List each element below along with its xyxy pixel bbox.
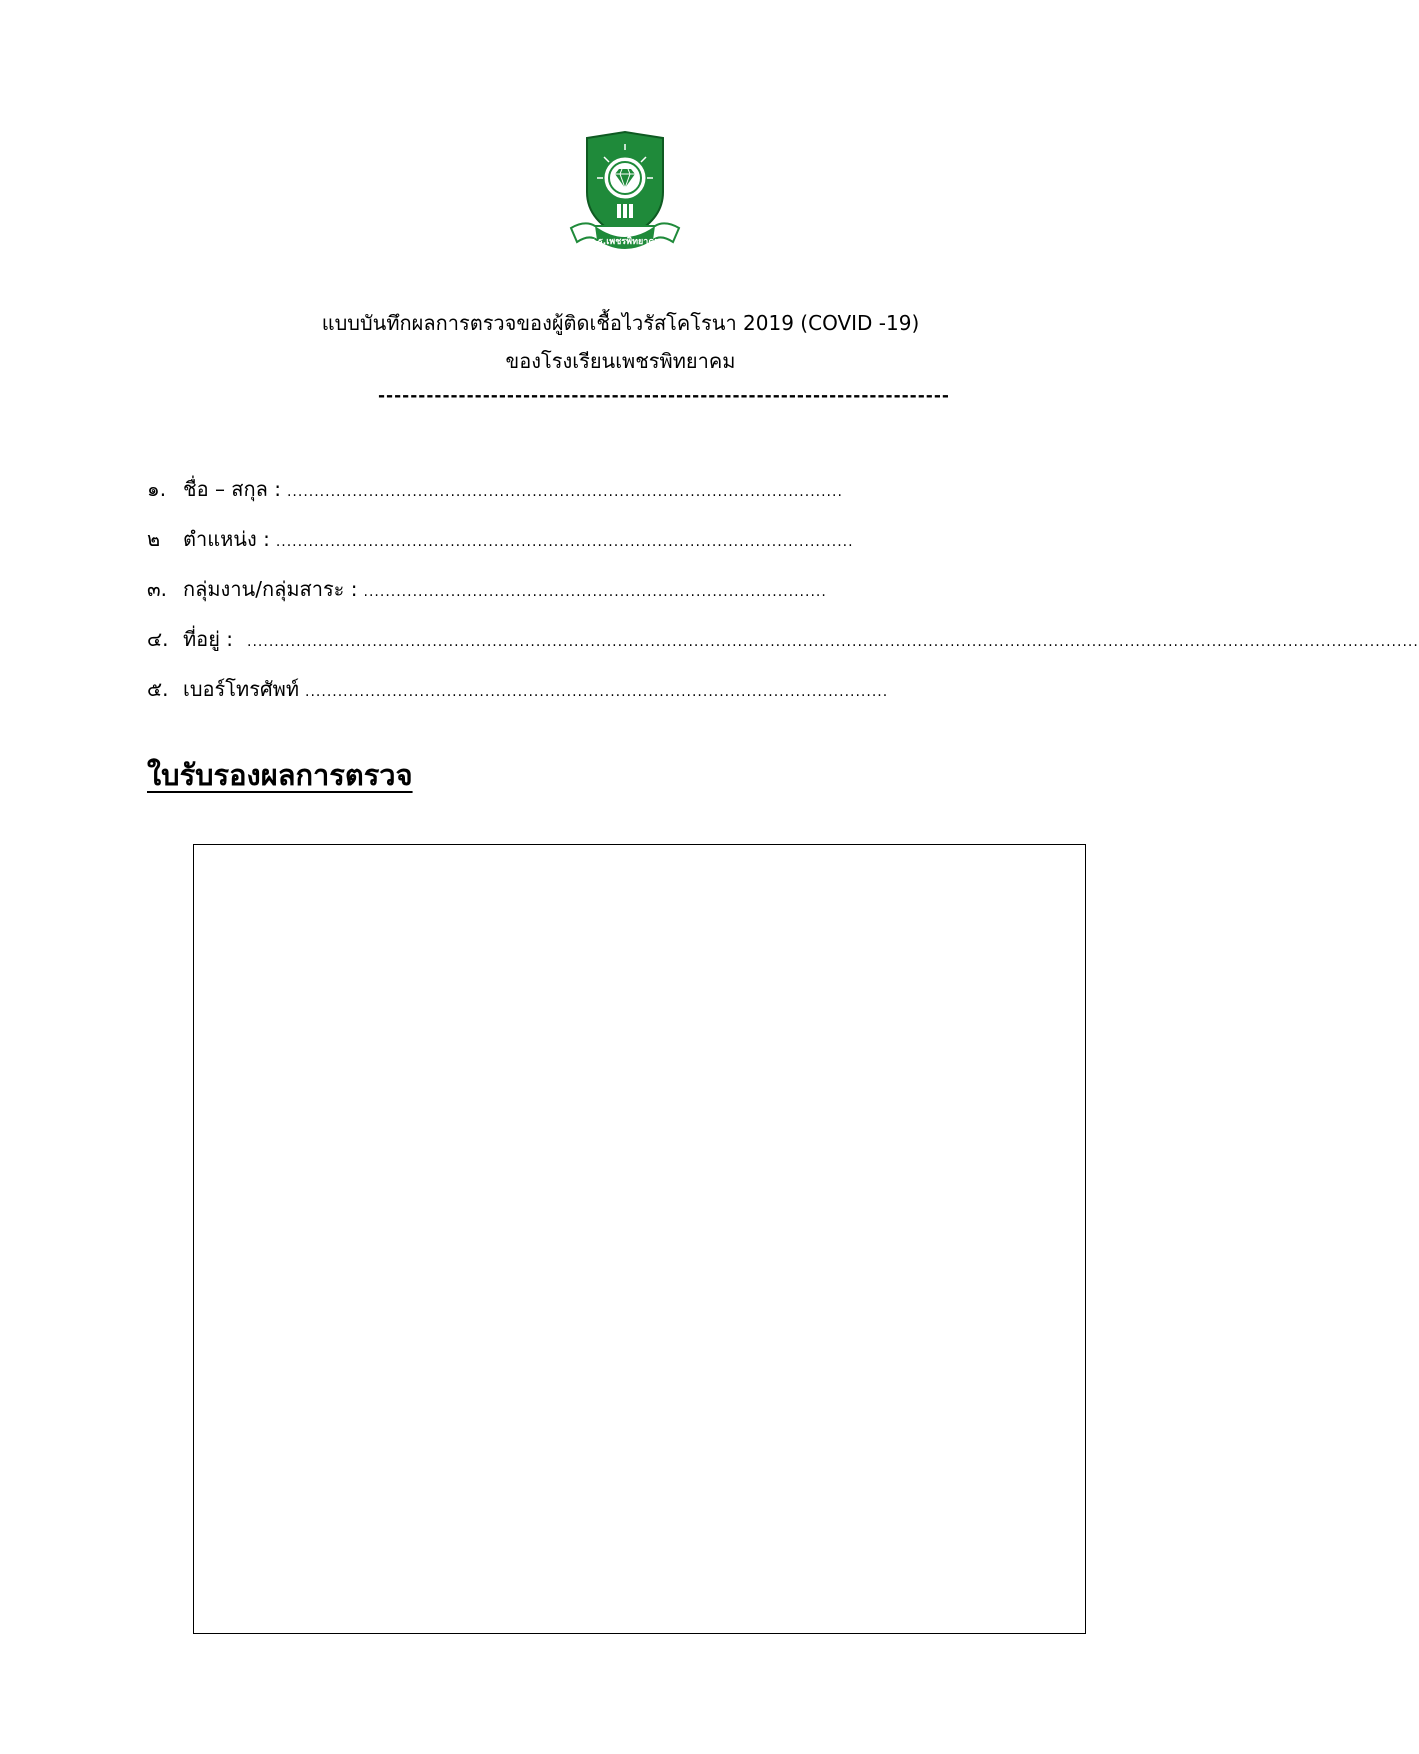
field-label: เบอร์โทรศัพท์	[183, 677, 300, 701]
field-label: ตำแหน่ง :	[183, 527, 270, 551]
field-address	[147, 624, 1419, 657]
field-label: ชื่อ – สกุล :	[183, 477, 281, 501]
fill-line[interactable]: ...........................................................................................................	[305, 684, 889, 700]
field-position	[147, 524, 854, 557]
separator-line: -----------------------------------------------------------------------	[378, 386, 950, 406]
field-label: ที่อยู่ :	[183, 627, 234, 651]
fill-line[interactable]: ......................................................................................................	[286, 484, 843, 500]
certificate-heading: ใบรับรองผลการตรวจ	[147, 758, 413, 792]
field-name	[147, 474, 843, 507]
school-name: ของโรงเรียนเพชรพิทยาคม	[505, 349, 736, 373]
form-title: แบบบันทึกผลการตรวจของผู้ติดเชื้อไวรัสโคโรนา 2019 (COVID -19)	[321, 311, 920, 335]
field-number: ๓.	[147, 577, 168, 601]
fill-line[interactable]: .....................................................................................	[363, 584, 827, 600]
fill-line[interactable]: .......................................................................................................................................................................................................................	[247, 634, 1419, 650]
field-number: ๕.	[147, 677, 169, 701]
fill-line[interactable]: ..........................................................................................................	[275, 534, 854, 550]
certificate-attachment-box[interactable]	[193, 844, 1086, 1634]
field-department	[147, 574, 827, 607]
field-number: ๔.	[147, 627, 169, 651]
field-phone	[147, 674, 889, 707]
field-label: กลุ่มงาน/กลุ่มสาระ :	[183, 577, 358, 601]
svg-text:ร.ร.เพชรพิทยาคม: ร.ร.เพชรพิทยาคม	[589, 237, 661, 247]
field-number: ๒	[147, 527, 161, 551]
field-number: ๑.	[147, 477, 167, 501]
school-crest-icon	[565, 130, 685, 262]
